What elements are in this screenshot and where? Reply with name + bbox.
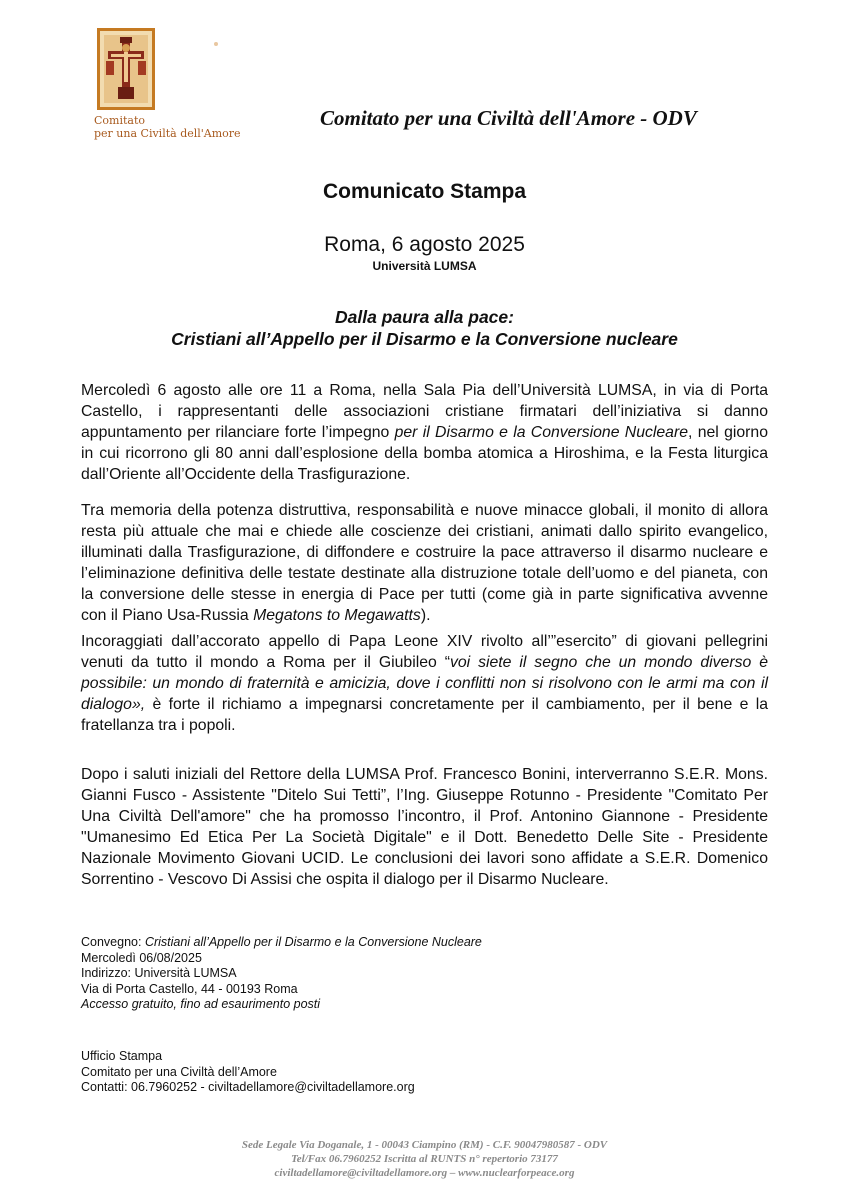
event-street: Via di Porta Castello, 44 - 00193 Roma	[81, 981, 298, 996]
paragraph-2	[81, 500, 768, 626]
paragraph-1	[81, 380, 768, 485]
p1-text-a: Mercoledì 6 agosto alle ore 11 a Roma, nella Sala Pia dell’Università LUMSA, in via di Porta Castello, i rappresentanti delle associazioni cristiane firmatari dell’iniziativa si danno appuntamento per rilanciare forte l’impegno	[81, 382, 768, 441]
footer-line-2: Tel/Fax 06.7960252 Iscritta al RUNTS n° repertorio 73177	[291, 1153, 558, 1165]
event-info	[81, 935, 482, 1013]
paragraph-4: Dopo i saluti iniziali del Rettore della LUMSA Prof. Francesco Bonini, interverranno S.E.R. Mons. Gianni Fusco - Assistente "Ditelo Sui Tetti”, l’Ing. Giuseppe Rotunno - Presidente "Comitato Per Una Civiltà Dell'amore" che ha promosso l’incontro, il Prof. Antonino Giannone - Presidente "Umanesimo Ed Etica Per La Società Digitale" e il Dott. Benedetto Delle Site - Presidente Nazionale Movimento Giovani UCID. Le conclusioni dei lavori sono affidate a S.E.R. Domenico Sorrentino - Vescovo Di Assisi che ospita il dialogo per il Disarmo Nucleare.	[81, 766, 768, 888]
headline	[0, 306, 849, 350]
convegno-title: Cristiani all’Appello per il Disarmo e la Conversione Nucleare	[144, 935, 482, 949]
press-office	[81, 1049, 415, 1096]
press-office-title: Ufficio Stampa	[81, 1049, 163, 1063]
press-office-contacts: Contatti: 06.7960252 - civiltadellamore@civiltadellamore.org	[81, 1080, 415, 1094]
press-office-org: Comitato per una Civiltà dell’Amore	[81, 1064, 277, 1079]
p2-text-a: Tra memoria della potenza distruttiva, responsabilità e nuove minacce globali, il monito di allora resta più attuale che mai e chiede alle coscienze dei cristiani, animati dallo spirito evangelico, illuminati dalla Trasfigurazione, di diffondere e costruire la pace attraverso il disarmo nucleare e l’eliminazione definitiva delle testate destinate alla distruzione totale dell’uomo e del pianeta, con la conversione delle stesse in energia di Pace per tutti (come già in parte significativa avvenne con il Piano Usa-Russia	[81, 502, 768, 624]
p1-text-b: , nel giorno in cui ricorrono gli 80 anni dall’esplosione della bomba atomica a Hiroshima, e la Festa liturgica dall’Oriente all’Occidente della Trasfigurazione.	[81, 424, 768, 483]
convegno-line	[81, 935, 482, 951]
event-access: Accesso gratuito, fino ad esaurimento posti	[81, 997, 321, 1011]
p1-italic: per il Disarmo e la Conversione Nucleare	[394, 424, 689, 441]
logo-line-1: Comitato	[94, 114, 146, 127]
footer	[0, 1138, 849, 1180]
headline-line-2: Cristiani all’Appello per il Disarmo e la Conversione nucleare	[171, 329, 678, 349]
release-venue: Università LUMSA	[372, 259, 477, 273]
organization-title: Comitato per una Civiltà dell'Amore - ODV	[320, 106, 697, 130]
logo	[94, 28, 242, 146]
p2-italic: Megatons to Megawatts	[253, 607, 421, 624]
p2-text-b: ).	[420, 607, 431, 624]
crucifix-icon	[100, 31, 152, 107]
logo-frame	[97, 28, 155, 110]
p3-text-a: Incoraggiati dall’accorato appello di Papa Leone XIV rivolto all’”esercito” di giovani pellegrini venuti da tutto il mondo a Roma per il Giubileo “	[81, 633, 768, 671]
logo-line-2: per una Civiltà dell'Amore	[94, 127, 241, 140]
headline-line-1: Dalla paura alla pace:	[335, 307, 514, 327]
p3-italic: voi siete il segno che un mondo diverso è possibile: un mondo di fraternità e amicizia, dove i conflitti non si risolvono con le armi ma con il dialogo»,	[81, 654, 768, 713]
event-address: Indirizzo: Università LUMSA	[81, 966, 237, 980]
release-type: Comunicato Stampa	[322, 180, 527, 203]
release-date: Roma, 6 agosto 2025	[324, 233, 525, 256]
paragraph-3	[81, 631, 768, 736]
convegno-label: Convegno:	[81, 935, 145, 949]
decorative-dot	[214, 42, 218, 46]
footer-line-1: Sede Legale Via Doganale, 1 - 00043 Ciampino (RM) - C.F. 90047980587 - ODV	[241, 1139, 608, 1151]
footer-line-3: civiltadellamore@civiltadellamore.org – www.nuclearforpeace.org	[274, 1167, 575, 1179]
logo-text	[94, 114, 242, 140]
event-date: Mercoledì 06/08/2025	[81, 950, 202, 965]
p3-text-b: è forte il richiamo a impegnarsi concretamente per il cambiamento, per il bene e la fratellanza tra i popoli.	[81, 696, 768, 734]
